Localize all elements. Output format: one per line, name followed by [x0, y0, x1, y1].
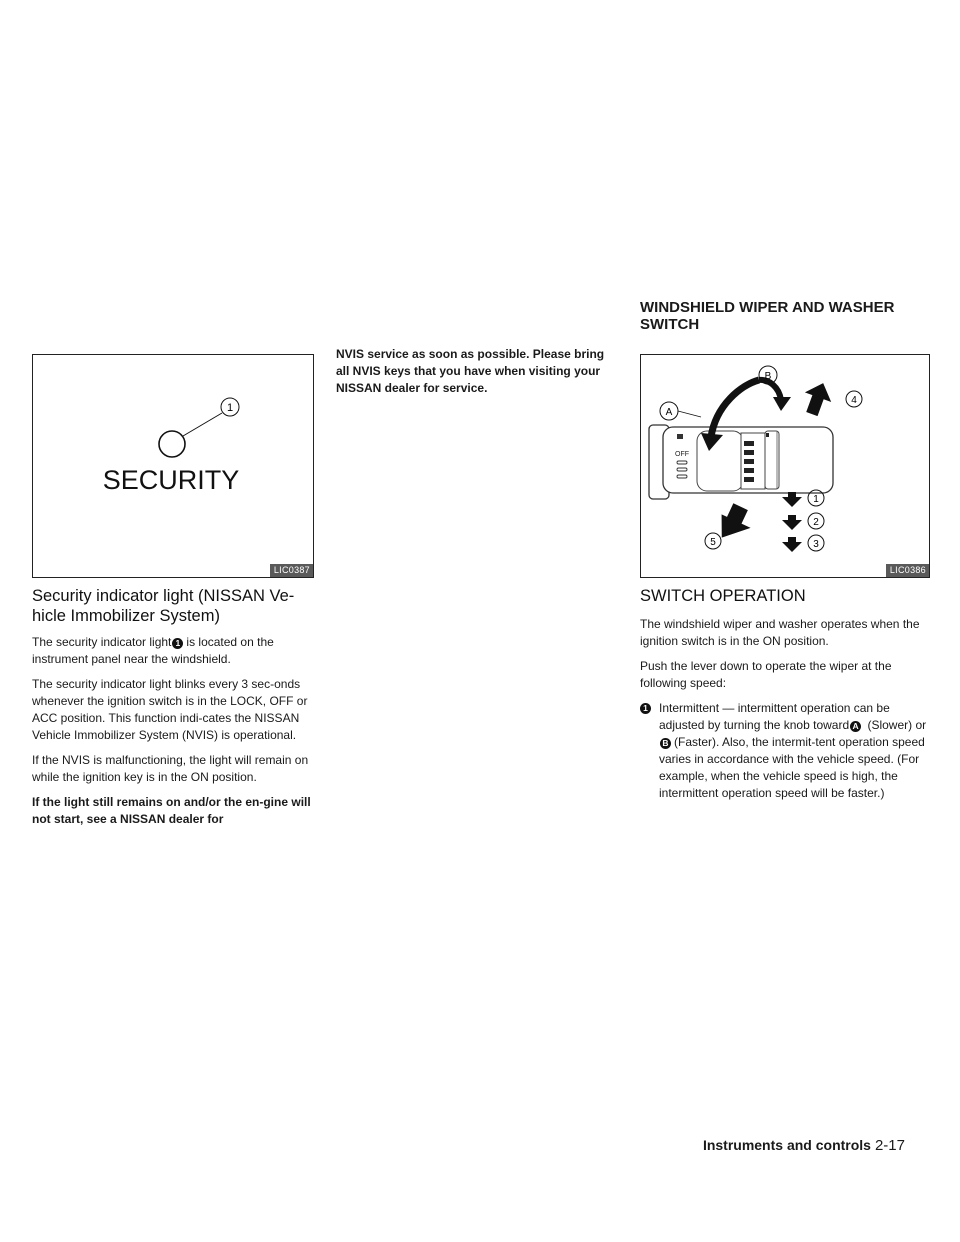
callout-2-text: 2: [813, 517, 819, 528]
security-heading: [32, 586, 316, 626]
indicator-light-circle: [159, 431, 185, 457]
page-footer: [703, 1137, 905, 1154]
security-indicator-illustration: [33, 355, 313, 577]
washer-icon: [677, 434, 683, 439]
switch-off-text: OFF: [675, 451, 689, 458]
switch-paragraph-1: The windshield wiper and washer operates when the ignition switch is in the ON position.: [640, 617, 920, 648]
callout-1-text-right: 1: [813, 494, 819, 505]
speed-item-1: 1 Intermittent — intermittent operation can be adjusted by turning the knob toward A (Slower) orB (Faster). Also, the intermit-tent operation speed varies in accordance with the vehicle speed. (For example, when the vehicle speed is high, the intermittent operation speed will be faster.): [640, 700, 930, 802]
callout-b-text: B: [764, 371, 772, 382]
item-marker-1: 1: [640, 703, 651, 714]
arrow-4-up: [799, 378, 837, 419]
arrows-down: [782, 492, 802, 552]
callout-3-text: 3: [813, 539, 819, 550]
security-paragraph-3: If the NVIS is malfunctioning, the light will remain on while the ignition key is in the ON position.: [32, 753, 309, 784]
security-body: [32, 634, 316, 828]
column-1: [32, 586, 316, 836]
marker-1: 1: [172, 638, 183, 649]
rotation-arrow-tail-b: [759, 380, 781, 400]
section-heading: WINDSHIELD WIPER AND WASHER SWITCH: [640, 299, 895, 333]
callout-leader-line: [183, 413, 222, 436]
marker-a: A: [850, 721, 861, 732]
switch-operation-body: [640, 616, 930, 802]
figure-code: LIC0386: [886, 564, 929, 577]
security-paragraph-1: The security indicator light 1 is located on the instrument panel near the windshield.: [32, 635, 274, 666]
marker-b: B: [660, 738, 671, 749]
callout-4-text: 4: [851, 395, 857, 406]
nvis-service-paragraph: NVIS service as soon as possible. Please bring all NVIS keys that you have when visiting your NISSAN dealer for service.: [336, 347, 605, 395]
rotation-arrow-head-b: [773, 397, 791, 411]
figure-code: LIC0387: [270, 564, 313, 577]
security-heading-line-2: hicle Immobilizer System): [32, 607, 220, 625]
switch-operation-heading: SWITCH OPERATION: [640, 587, 806, 605]
section-heading-block: [640, 299, 930, 333]
security-paragraph-4: If the light still remains on and/or the en-gine will not start, see a NISSAN dealer for: [32, 795, 311, 826]
security-label-text: SECURITY: [102, 465, 240, 495]
callout-a-text: A: [665, 407, 673, 418]
column-2: [336, 346, 619, 405]
wiper-switch-illustration: [641, 355, 929, 577]
lever-knob: [697, 431, 743, 491]
footer-section: Instruments and controls: [702, 1137, 871, 1153]
figure-security-indicator: [32, 354, 314, 578]
page-number: 2-17: [874, 1137, 905, 1154]
callout-1-text: 1: [226, 402, 234, 414]
column-3: [640, 586, 930, 802]
figure-wiper-switch: [640, 354, 930, 578]
callout-5-text: 5: [710, 537, 716, 548]
security-heading-line-1: Security indicator light (NISSAN Ve-: [32, 587, 295, 605]
arrow-5-down: [713, 501, 757, 547]
security-paragraph-2: The security indicator light blinks every 3 sec-onds whenever the ignition switch is in the LOCK, OFF or ACC position. This function indi-cates the NISSAN Vehicle Immobilizer System (NVIS) is operational.: [32, 677, 308, 742]
switch-paragraph-2: Push the lever down to operate the wiper at the following speed:: [640, 659, 892, 690]
